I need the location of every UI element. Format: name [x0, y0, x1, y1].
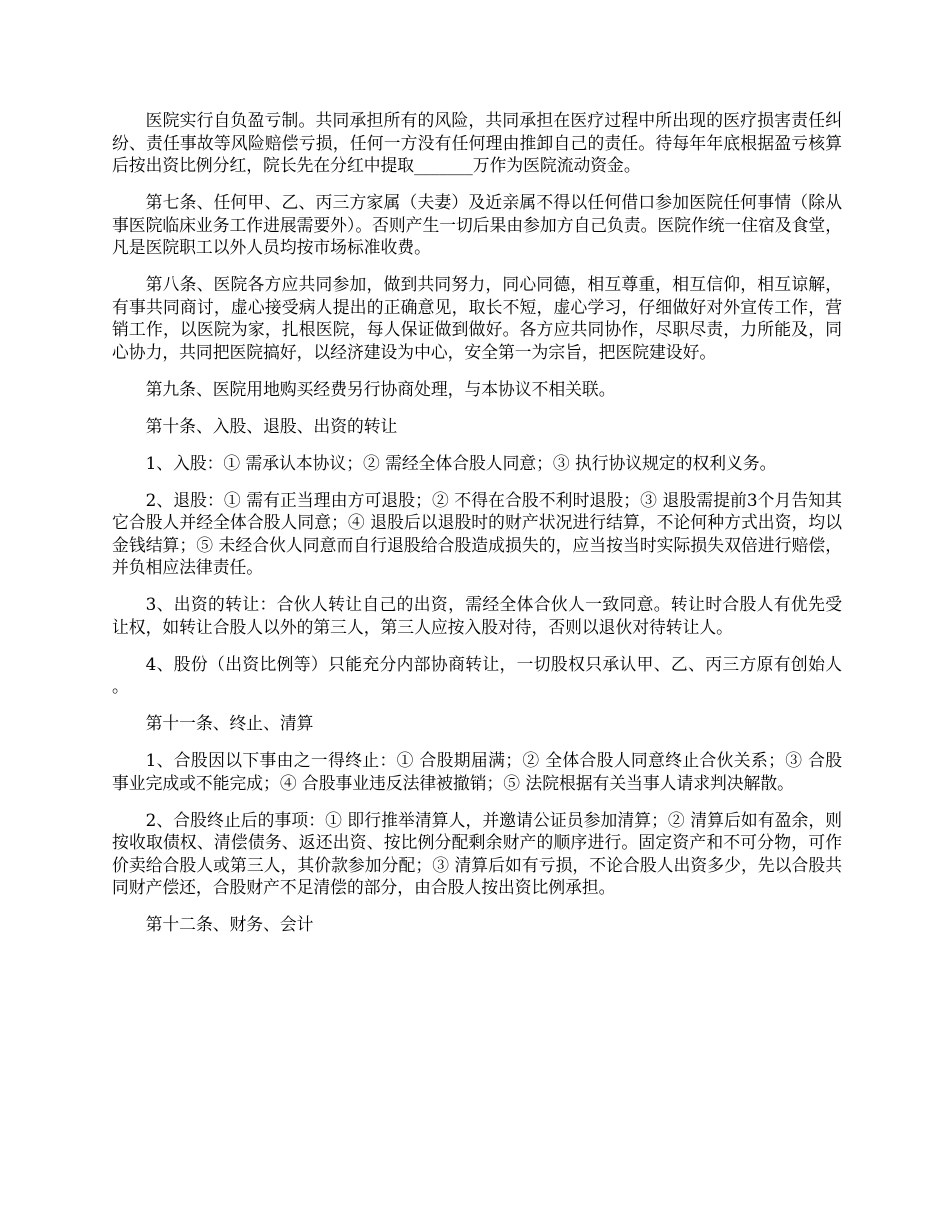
- heading-article-12: 第十二条、财务、会计: [145, 914, 314, 934]
- paragraph-article-9: 第九条、医院用地购买经费另行协商处理，与本协议不相关联。: [145, 378, 616, 399]
- paragraph-article-10-item-3: 3、出资的转让：合伙人转让自己的出资，需经全体合伙人一致同意。转让时合股人有优先受让权，如转让合股人以外的第三人，第三人应按入股对待，否则以退伙对待转让人。: [112, 594, 842, 637]
- paragraph-article-11-item-1: 1、合股因以下事由之一得终止：① 合股期届满；② 全体合股人同意终止合伙关系；③ 合股事业完成或不能完成；④ 合股事业违反法律被撤销；⑤ 法院根据有关当事人请求判决解散。: [112, 750, 842, 793]
- paragraph-article-11-item-2: 2、合股终止后的事项：① 即行推举清算人，并邀请公证员参加清算；② 清算后如有盈余，则按收取债权、清偿债务、返还出资、按比例分配剩余财产的顺序进行。固定资产和不可分物，可作价卖给合股人或第三人，其价款参加分配；③ 清算后如有亏损，不论合股人出资多少，先以合股共同财产偿还，合股财产不足清偿的部分，由合股人按出资比例承担。: [112, 809, 842, 897]
- paragraph-article-7: 第七条、任何甲、乙、丙三方家属（夫妻）及近亲属不得以任何借口参加医院任何事情（除从事医院临床业务工作进展需要外）。否则产生一切后果由参加方自己负责。医院作统一住宿及食堂，凡是医院职工以外人员均按市场标准收费。: [112, 192, 842, 257]
- paragraph-article-10-item-4: 4、股份（出资比例等）只能充分内部协商转让，一切股权只承认甲、乙、丙三方原有创始人。: [112, 653, 842, 696]
- paragraph-article-10-item-2: 2、退股：① 需有正当理由方可退股；② 不得在合股不利时退股；③ 退股需提前3个月告知其它合股人并经全体合股人同意；④ 退股后以退股时的财产状况进行结算，不论何种方式出资，均以金钱结算；⑤ 未经合伙人同意而自行退股给合股造成损失的，应当按当时实际损失双倍进行赔偿，并负相应法律责任。: [112, 489, 842, 577]
- heading-article-11: 第十一条、终止、清算: [145, 713, 314, 733]
- paragraph-article-8: 第八条、医院各方应共同参加，做到共同努力，同心同德，相互尊重，相互信仰，相互谅解，有事共同商讨，虚心接受病人提出的正确意见，取长不短，虚心学习，仔细做好对外宣传工作，营销工作，以医院为家，扎根医院，每人保证做到做好。各方应共同协作，尽职尽责，力所能及，同心协力，共同把医院搞好，以经济建设为中心，安全第一为宗旨，把医院建设好。: [112, 274, 842, 362]
- paragraph-profit-loss: 医院实行自负盈亏制。共同承担所有的风险，共同承担在医疗过程中所出现的医疗损害责任纠纷、责任事故等风险赔偿亏损，任何一方没有任何理由推卸自己的责任。待每年年底根据盈亏核算后按出资比例分红，院长先在分红中提取_______万作为医院流动资金。: [112, 110, 842, 175]
- paragraph-article-10-item-1: 1、入股：① 需承认本协议；② 需经全体合股人同意；③ 执行协议规定的权利义务。: [145, 452, 777, 473]
- heading-article-10: 第十条、入股、退股、出资的转让: [145, 415, 398, 436]
- document-body: [112, 109, 842, 950]
